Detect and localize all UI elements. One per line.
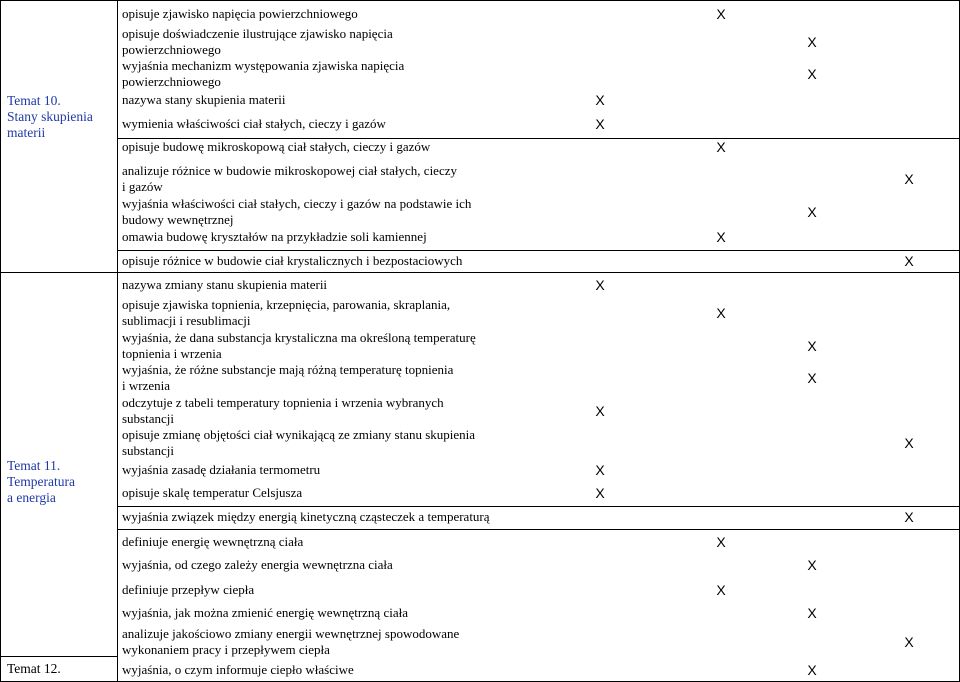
requirement-text: substancji [122, 411, 174, 426]
level-mark: X [807, 34, 817, 50]
requirement-text: opisuje skalę temperatur Celsjusza [122, 485, 303, 500]
requirement-text: opisuje różnice w budowie ciał krystalicznych i bezpostaciowych [122, 253, 463, 268]
grid-line [117, 272, 960, 273]
requirement-text: budowy wewnętrznej [122, 212, 234, 227]
requirement-text: opisuje zjawisko napięcia powierzchniowego [122, 6, 358, 21]
level-mark: X [807, 370, 817, 386]
requirement-text: analizuje różnice w budowie mikroskopowej ciał stałych, cieczy [122, 163, 457, 178]
requirement-text: powierzchniowego [122, 74, 221, 89]
grid-line [117, 506, 960, 507]
level-mark: X [595, 277, 605, 293]
requirement-text: wyjaśnia zasadę działania termometru [122, 462, 321, 477]
level-mark: X [807, 605, 817, 621]
requirement-text: wykonaniem pracy i przepływem ciepła [122, 642, 330, 657]
level-mark: X [807, 557, 817, 573]
requirement-text: sublimacji i resublimacji [122, 313, 251, 328]
requirement-text: substancji [122, 443, 174, 458]
requirement-text: wyjaśnia, że różne substancje mają różną temperaturę topnienia [122, 362, 454, 377]
requirement-text: i wrzenia [122, 378, 171, 393]
level-mark: X [716, 534, 726, 550]
requirement-text: wyjaśnia właściwości ciał stałych, cieczy i gazów na podstawie ich [122, 196, 472, 211]
requirement-text: opisuje doświadczenie ilustrujące zjawisko napięcia [122, 26, 393, 41]
requirement-text: wyjaśnia, od czego zależy energia wewnętrzna ciała [122, 557, 393, 572]
grid-line [0, 0, 960, 1]
requirement-text: i gazów [122, 179, 163, 194]
level-mark: X [716, 305, 726, 321]
topic-11: Temat 11. Temperatura a energia [7, 458, 76, 505]
requirement-text: opisuje zjawiska topnienia, krzepnięcia, parowania, skraplania, [122, 297, 451, 312]
requirement-text: wyjaśnia związek między energią kinetyczną cząsteczek a temperaturą [122, 509, 490, 524]
grid-line [0, 272, 117, 273]
requirement-text: odczytuje z tabeli temperatury topnienia i wrzenia wybranych [122, 395, 444, 410]
requirement-text: wyjaśnia, o czym informuje ciepło właściwe [122, 662, 354, 677]
level-mark: X [716, 6, 726, 22]
level-mark: X [807, 204, 817, 220]
level-mark: X [904, 171, 914, 187]
grid-line [0, 0, 1, 682]
level-mark: X [807, 66, 817, 82]
grid-line [117, 529, 960, 530]
level-mark: X [595, 92, 605, 108]
level-mark: X [716, 139, 726, 155]
level-mark: X [716, 582, 726, 598]
requirement-text: wymienia właściwości ciał stałych, cieczy i gazów [122, 116, 386, 131]
grid-line [0, 656, 117, 657]
level-mark: X [595, 403, 605, 419]
grid-line [117, 0, 118, 682]
requirement-text: wyjaśnia mechanizm występowania zjawiska napięcia [122, 58, 405, 73]
requirement-text: nazywa stany skupienia materii [122, 92, 286, 107]
grid-line [117, 250, 960, 251]
requirement-text: topnienia i wrzenia [122, 346, 222, 361]
level-mark: X [807, 662, 817, 678]
level-mark: X [904, 634, 914, 650]
requirement-text: nazywa zmiany stanu skupienia materii [122, 277, 328, 292]
requirement-text: definiuje energię wewnętrzną ciała [122, 534, 304, 549]
level-mark: X [904, 509, 914, 525]
requirement-text: wyjaśnia, jak można zmienić energię wewnętrzną ciała [122, 605, 408, 620]
requirement-text: wyjaśnia, że dana substancja krystaliczna ma określoną temperaturę [122, 330, 476, 345]
level-mark: X [595, 462, 605, 478]
requirement-text: opisuje budowę mikroskopową ciał stałych, cieczy i gazów [122, 139, 431, 154]
requirement-text: analizuje jakościowo zmiany energii wewnętrznej spowodowane [122, 626, 460, 641]
requirement-text: definiuje przepływ ciepła [122, 582, 255, 597]
level-mark: X [595, 116, 605, 132]
level-mark: X [904, 253, 914, 269]
topic-10: Temat 10. Stany skupienia materii [7, 93, 93, 140]
topic-12: Temat 12. [7, 661, 61, 676]
level-mark: X [716, 229, 726, 245]
requirement-text: opisuje zmianę objętości ciał wynikającą ze zmiany stanu skupienia [122, 427, 476, 442]
level-mark: X [904, 435, 914, 451]
level-mark: X [807, 338, 817, 354]
level-mark: X [595, 485, 605, 501]
requirement-text: powierzchniowego [122, 42, 221, 57]
requirement-text: omawia budowę kryształów na przykładzie soli kamiennej [122, 229, 427, 244]
